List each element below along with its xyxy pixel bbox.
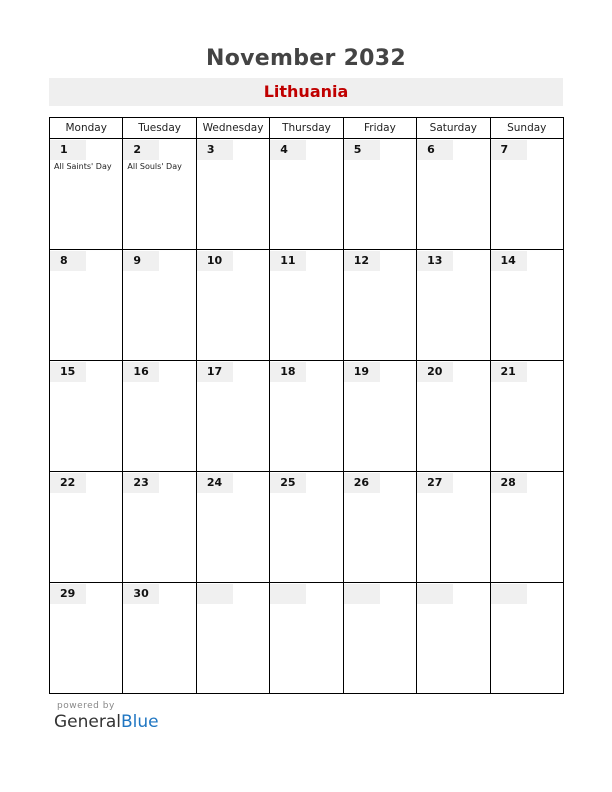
day-cell [50,250,123,361]
day-number: 27 [417,473,453,493]
day-number: 21 [491,362,527,382]
calendar-week-row [50,250,564,361]
day-cell [123,472,196,583]
day-cell [343,583,416,694]
day-cell [123,139,196,250]
day-number: 17 [197,362,233,382]
day-cell [343,472,416,583]
day-cell [196,583,269,694]
day-number: 22 [50,473,86,493]
day-number: 18 [270,362,306,382]
weekday-wednesday: Wednesday [196,118,269,139]
brand-blue: Blue [121,712,159,732]
day-cell [417,250,490,361]
weekday-header-row [50,118,564,139]
day-cell [343,361,416,472]
day-number: 30 [123,584,159,604]
powered-by-label: powered by [57,701,115,711]
day-cell [123,583,196,694]
day-number [270,584,306,604]
day-number: 13 [417,251,453,271]
day-cell [490,583,563,694]
day-cell [50,472,123,583]
brand-general: General [54,712,121,732]
day-number: 1 [50,140,86,160]
day-cell [196,139,269,250]
day-number: 16 [123,362,159,382]
day-number: 23 [123,473,159,493]
day-number: 9 [123,251,159,271]
day-number [491,584,527,604]
day-number: 5 [344,140,380,160]
day-cell [343,139,416,250]
weekday-sunday: Sunday [490,118,563,139]
calendar-grid [49,117,564,694]
calendar-week-row [50,139,564,250]
holiday-label: All Souls' Day [127,162,182,171]
day-number: 10 [197,251,233,271]
day-cell [123,361,196,472]
day-number [417,584,453,604]
day-cell [270,583,343,694]
calendar-week-row [50,361,564,472]
day-number: 29 [50,584,86,604]
day-number: 4 [270,140,306,160]
day-cell [343,250,416,361]
day-cell [490,472,563,583]
day-cell [270,361,343,472]
day-number [344,584,380,604]
day-number: 19 [344,362,380,382]
day-cell [50,139,123,250]
day-cell [270,250,343,361]
day-cell [270,472,343,583]
day-number: 8 [50,251,86,271]
calendar-week-row [50,583,564,694]
day-cell [196,472,269,583]
day-cell [196,250,269,361]
day-cell [417,472,490,583]
day-number: 28 [491,473,527,493]
day-number: 24 [197,473,233,493]
weekday-tuesday: Tuesday [123,118,196,139]
day-cell [50,583,123,694]
day-cell [123,250,196,361]
weekday-friday: Friday [343,118,416,139]
country-banner [49,78,563,106]
day-cell [270,139,343,250]
day-number: 12 [344,251,380,271]
country-name: Lithuania [263,82,349,101]
weekday-thursday: Thursday [270,118,343,139]
day-cell [490,250,563,361]
day-cell [417,361,490,472]
weekday-saturday: Saturday [417,118,490,139]
generalblue-logo [54,712,159,732]
day-cell [417,583,490,694]
day-cell [196,361,269,472]
day-cell [50,361,123,472]
day-number [197,584,233,604]
day-cell [490,139,563,250]
calendar-week-row [50,472,564,583]
holiday-label: All Saints' Day [54,162,112,171]
weekday-monday: Monday [50,118,123,139]
day-number: 7 [491,140,527,160]
day-number: 20 [417,362,453,382]
day-number: 25 [270,473,306,493]
day-number: 3 [197,140,233,160]
day-number: 26 [344,473,380,493]
day-cell [417,139,490,250]
day-number: 6 [417,140,453,160]
day-cell [490,361,563,472]
day-number: 2 [123,140,159,160]
calendar-body [50,139,564,694]
day-number: 15 [50,362,86,382]
day-number: 11 [270,251,306,271]
day-number: 14 [491,251,527,271]
calendar-title: November 2032 [205,46,407,71]
